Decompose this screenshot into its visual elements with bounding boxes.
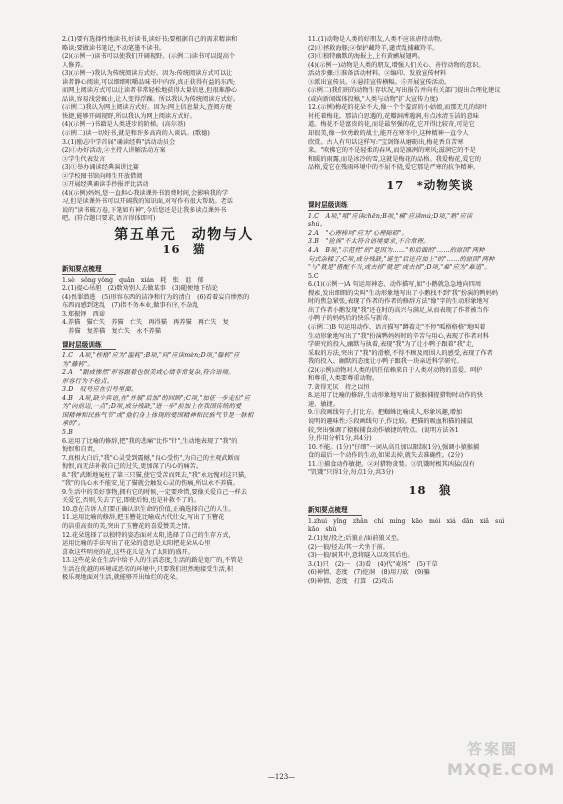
answer-line: 国精神和民族气节"或"他们身上体现的爱国精神和民族气节是一脉相 [62, 411, 254, 419]
answer-line: 的洁重高贵的美,突出了玉簪花的喜爱赞美之情。 [62, 522, 194, 530]
section-heading-key-points: 新知要点梳理 [62, 265, 116, 275]
answer-line: (2)一狼/径去/其一犬坐于前。 [308, 543, 389, 551]
answer-line: 9.①段画线句子,打比方。把蜘蛛比喻成人,形象风趣,增加 [308, 409, 463, 417]
answer-line: 悔恨和自责。 [62, 446, 100, 454]
answer-line: 7.贪得无厌 持之以恒 [308, 383, 370, 391]
answer-line: 1.zhuì yǐng zhǎn chí míng kāo mèi xiá dān xiǎ suì [308, 517, 505, 525]
answer-line: 较,突出强调了猿猴捕食动作敏捷的特点。(说明方法各1 [308, 426, 459, 434]
answer-line: 9.生活中的美好事物,拥有它的时候,一定要珍惜,要像关爱自己一样去 [62, 488, 248, 496]
answer-line: 10.不能。(1分)"仔细"一词从高且加以限制(1分),强调小猿猴捕 [308, 443, 480, 451]
answer-line: 1.C A项,"桎梏"应为"滥耗";B项,"问"应读mèn;D项,"滕转"应 [62, 352, 240, 360]
answer-line: 7.真相大白后,"我"心灵受到震撼,"良心受伤",为自己的主观武断而 [62, 454, 240, 462]
right-answers-top [308, 36, 552, 173]
answer-line: 2.(1)提心吊胆 (2)数劝别人去做某事 (3)随便地下结论 [62, 285, 218, 293]
answer-line: 快捷,能够开阔视野,所以我认为网上阅读方式好。 [62, 112, 196, 120]
answer-line: 欣赏。古人有句话这样写:"宝剑锋从磨砺出,梅花香自苦寒 [308, 138, 464, 146]
answer-line: (4)(示例)妈妈,您一直担心我读课外书浪费时间,会影响我的学 [62, 189, 229, 197]
lesson-16-title: 16 猫 [162, 241, 206, 256]
answer-line: 生活在优越的环境或恶劣的环境中,只要我们坦然地接受生活,积 [62, 565, 233, 573]
left-answers-practice-notes [62, 352, 306, 437]
answer-line: 分,作用分析1分,共4分) [308, 435, 372, 443]
answer-line: 3.B "捡诶"不太符合语境要求,不合常理。 [308, 238, 430, 246]
answer-line: (3)(示例一)我认为传统阅读方式好。因为:传统阅读方式可以让 [62, 70, 233, 78]
right-column [308, 36, 552, 586]
answer-line: (示例二)读一切好书,就是和许多高尚的人谈话。(歌德) [62, 130, 210, 138]
answer-line: 速、敏捷。 [308, 400, 339, 408]
answer-line: 5.C [308, 272, 319, 280]
answer-line: 10.意在告诉人们要正确认识生命的价值,正确选择自己的人生。 [62, 505, 235, 513]
answer-line: ③开展经典诵读手抄报评比活动 [62, 181, 149, 189]
answer-line: "我"的良心永不能安,见了猫就会触发心灵的伤痛,所以永不养猫。 [62, 480, 239, 488]
answer-line: (4)畏罪潜逃 (5)形容东西的洁净和行为的清白 (6)看着妄自惨然的 [62, 293, 250, 301]
unit-five-title: 第五单元 动物与人 [114, 227, 254, 244]
answer-line: 养猫 复养猫 复亡失 永不养猫 [62, 327, 161, 335]
answer-line: 时的焦急紧张,表现了作者的作者的修辞方法"像"字的生动形象地写 [308, 298, 489, 306]
answer-line: (6)神情、态度 (7)挖洞 (8)用刀砍 (9)骗 [308, 569, 430, 577]
answer-line: 而网上阅读方式可以让读者非常轻松地获得大量信息,但很难静心 [62, 87, 238, 95]
answer-line: 采取的方法,突出了"我"的滑稽,不得不顾及周围人的感受,表现了作者 [308, 349, 493, 357]
answer-line: 1.C A项,"哦"应读chēn;B项,"模"应读mú;D项,"熟"应读 [308, 212, 473, 220]
answer-line: 活动步骤:①准备活动材料。②编印、发放宣传材料 [308, 70, 447, 78]
answer-line: 我的投入、幽默的态度让小鸭子跟我一块亲近科学研究。 [308, 358, 463, 366]
answer-line: (2)(示例一)读书可以使我们开阔视野。(示例二)读书可以提高个 [62, 53, 236, 61]
answer-line: 2.A "心理棒坷"应为"心理障碍"。 [308, 229, 408, 237]
answer-line: 喜欢这些明亮的花,这些花儿是为了太阳的盛开。 [62, 548, 194, 556]
answer-line: 却很美,像一位勇敢的战士,能开在寒冬中,这种精神一直令人 [308, 130, 469, 138]
watermark-line-1: 答案圈 [467, 740, 519, 758]
lesson-17-title: 17 *动物笑谈 [386, 177, 474, 192]
answer-line: 搜索,发出细细的尖叫"生动形象地写出了小鹅找不到"我"扮演的鸭妈妈 [308, 289, 498, 297]
right-answers-practice-notes [308, 213, 552, 273]
section-heading-practice-17: 课时层级训练 [308, 201, 362, 211]
answer-line: 衬托着梅花。那洁白思遇的,花瓣洞溥遇润,有点冰清玉洁的意味 [308, 112, 479, 120]
answer-line: "饥饿"只得1分,每点1分,共3分) [308, 469, 394, 477]
answer-line: 人修养。 [62, 61, 87, 69]
answer-line: 品读,容易浅尝辄止,让人变得浮躁。所以我认为传统阅读方式好。 [62, 95, 240, 103]
left-answers-key-points [62, 277, 306, 337]
answer-line: ③派出宣传员。④悬挂宣传横幅。⑤开展宣传活动。 [308, 78, 451, 86]
answer-line: 6.运用了比喻的修辞,把"我的悲痛"比作"针",生动地表现了"我"的 [62, 437, 238, 445]
answer-line: 8."我"武断地冤枉了第三只猫,使它受苦而死去,"我"永远愧对这只猫, [62, 471, 247, 479]
answer-line: (2)(示例)动物对人类的信任依赖来自于人类对动物的喜爱、呵护 [308, 366, 483, 374]
answer-line: 运用比喻的手法写出了花朵的意思是太阳把花朵从心里 [62, 540, 211, 548]
answer-line: 为"藤转"。 [62, 360, 94, 368]
answer-line: 说的"读书破万卷,下笔如有神",今后您还是让我多读点课外书 [62, 206, 227, 214]
answer-line: ②学校图书馆向师生开放借阅 [62, 172, 143, 180]
answer-line: 食的最后一个动作的生动,如果去掉,就失去准确性。(2分) [308, 452, 464, 460]
answer-line: 12.(示例)梅花的花朵不大,像一个个羞涩的小姑娘,而那无几的绿叶 [308, 104, 488, 112]
answer-line: 说明的趣味性;⑤段画线句子,作比较。把猫的吸血和猫的捕鼠 [308, 417, 473, 425]
answer-line: 3.郑振铎 西谛 [62, 310, 106, 318]
left-answers-reading [62, 36, 306, 224]
answer-line: (4)(示例一)书籍是人类进步的阶梯。(高尔基) [62, 121, 186, 129]
answer-line: 品格,爱它在残雨环境中的不屈不挠,爱它那是严寒的抗争精神。 [308, 164, 479, 172]
answer-line: (示例二)我们班的动物生存状况,写出报告并向有关部门提出合理化建议 [308, 87, 501, 95]
page-number: —123— [267, 773, 296, 781]
answer-line: 极乐观地面对生活,就能够开出灿烂的花朵。 [62, 574, 182, 582]
answer-line: 小鸭子的妈妈后的快乐与新奇。 [308, 315, 395, 323]
answer-line: 4.养猫 猫亡失 养猫 亡失 再得猫 再养猫 再亡失 复 [62, 319, 229, 327]
answer-line: 习,但是读课外书可以开阔我的知识面,对写作有很大帮助。老话 [62, 198, 233, 206]
answer-line: 5.B [62, 428, 74, 436]
answer-line: 生动形象地写出了"我"扮演鸭妈妈时的辛苦与用心,表现了作者对科 [308, 332, 489, 340]
answer-line: 和尊重,人类要尊重动物。 [308, 375, 379, 383]
answer-line: 东西而感到迷乱 (7)指不务本业,做事有序,不杂乱 [62, 302, 199, 310]
answer-line: 6.(1)(示例一)A 句运用神态、动作描写,如"小鹅就急急地向四周 [308, 281, 482, 289]
answer-line: 吧。(符合题目要求,语言得体即可) [62, 215, 156, 223]
answer-line: 3.(1)只 (2)一 (3)看 (4)代"麦场" (5)干草 [308, 560, 438, 568]
watermark-line-2: MXQE.COM [447, 760, 556, 779]
answer-line: 悔恨,而无法补救自己的过失,更加深了内心的痛苦。 [62, 463, 203, 471]
answer-line: 3.D 叹号应在引号里面。 [62, 386, 138, 394]
answer-line: 关爱它,否则,失去了它,即使后悔,也是补救不了的。 [62, 497, 200, 505]
answer-line: 出了作者小鹅发现"我"还在时的高兴与满足,从而表现了作者被当作 [308, 306, 489, 314]
answer-line: 8.运用了比喻的修辞,生动形象地写出了猿猴捕捉猎物时动作的快 [308, 392, 483, 400]
answer-line: 承的"。 [62, 420, 85, 428]
answer-line: 形容行为不检点。 [62, 377, 114, 385]
answer-line: (2)①办好活动,②主持人讲解活动方案 [62, 147, 166, 155]
answer-line: 读者静心阅读,可以细细咀嚼品味书中内容,真正获得有益的东西; [62, 78, 236, 86]
answer-line: (4)(示例一)动物是人类的朋友,增强人们关心、善待动物的意识。 [308, 61, 485, 69]
answer-line: shú。 [308, 221, 327, 229]
answer-line: 2.(1)复/投之;后狼止/面前狼又至。 [308, 534, 404, 542]
answer-line: 2.A "跟成惨然"形容跟着也很美或心情非常复杂,符合语境。 [62, 369, 235, 377]
watermark-logo [445, 736, 555, 796]
answer-line: 略读;要做读书笔记,不动笔墨不读书。 [62, 44, 166, 52]
answer-line: (3)①举办诵读经典演讲比赛 [62, 164, 139, 172]
answer-line: (示例二)我认为网上阅读方式好。因为:网上信息量大,查阅方便 [62, 104, 232, 112]
left-answers-practice [62, 438, 306, 583]
answer-line: 和暖的雨露,而是冰冷的雪,这就是梅花的品格。我爱梅花,爱它的 [308, 155, 481, 163]
right-answers-lesson-17-reading [308, 384, 552, 478]
answer-line: 来。"吹拂它的不是轻柔的春风,而是凛冽的寒风;滋润它的不是 [308, 147, 476, 155]
answer-line: (3)一狼/洞其中,意将隧入以攻其后也。 [308, 552, 414, 560]
answer-line: "与"就是"搭配不当,或去掉"就是"或去掉";D项,"难"应为"难道"。 [308, 264, 491, 272]
answer-line: kāo shǔ [308, 526, 337, 534]
answer-line: (9)神情、态度 打算 (2)攻击 [308, 577, 394, 585]
section-heading-practice: 课时层级训练 [62, 341, 116, 351]
answer-line: 1.sè sǒng yǒng quǎn xián 耗 怅 诅 郁 [62, 276, 204, 284]
answer-line: 4.B A项,缺少宾语,在"并展"后加"的回顾";C项,"加征一步走位"应 [62, 394, 251, 402]
answer-line: 11.运用比喻的修辞,把玉簪花比喻成古代仕女,写出了玉簪花 [62, 514, 225, 522]
answer-line: 为"向前迈,一点";D项,成分残缺,"进一步"前加上在我国传统的爱 [62, 403, 242, 411]
answer-line: 学研究的投入,幽默与执着,表现"我"为了让小鸭子跟着"我"走, [308, 341, 474, 349]
answer-line: 2.(1)要有选择性地读书,好读书,读好书;要根据自己的需求精读和 [62, 36, 238, 43]
answer-line: (3)①独特幽默的海报上,上有黄鹂展翅鸣。 [308, 53, 424, 61]
answer-line: (2)①拯救海豚;②保护藏羚羊,谴责乱捕藏羚羊。 [308, 44, 439, 52]
answer-line: 句式杂糅了;C项,成分残缺,"诞生"后还应加上"的"……的原因"两种 [308, 255, 495, 263]
answer-line: (或向新闻媒体投稿,"人类与动物"扩大宣传力度) [308, 95, 439, 103]
answer-line: 12.花朵选择了以独特的姿态面对太阳,选择了自己的生存方式, [62, 531, 231, 539]
answer-line: 4.A B项,"示范性"的"是因为……"和后面的"……的原因"两种 [308, 247, 485, 255]
answer-line: (示例二)B 句运用动作、语言描写"蹲着走"不停"呱格格格"地叫着 [308, 323, 486, 331]
answer-line: 13.这些花朵在生活中给予人的生活态度,生活的路是宽广的,不管是 [62, 557, 243, 565]
right-answers-lesson-17 [308, 273, 552, 384]
answer-line: 11.①捕食动作敏捷。②对猎物贪婪。③饥饿时极其凶猛(没有 [308, 460, 475, 468]
lesson-18-title: 18 狼 [408, 482, 452, 497]
section-heading-key-points-18: 新知要点梳理 [308, 506, 362, 516]
left-column [62, 36, 306, 583]
right-answers-lesson-18 [308, 518, 552, 586]
answer-line: 11.(1)动物是人类的好朋友,人类不应该虐待动物。 [308, 36, 447, 43]
answer-line: 道。梅花不是富贵的花,而是最坚强的花,它开得比较奇,可是它 [308, 121, 475, 129]
answer-line: 3.(1)励志中学首届"诵读经典"活动动员会 [62, 138, 176, 146]
answer-line: ③学生代表发言 [62, 155, 106, 163]
